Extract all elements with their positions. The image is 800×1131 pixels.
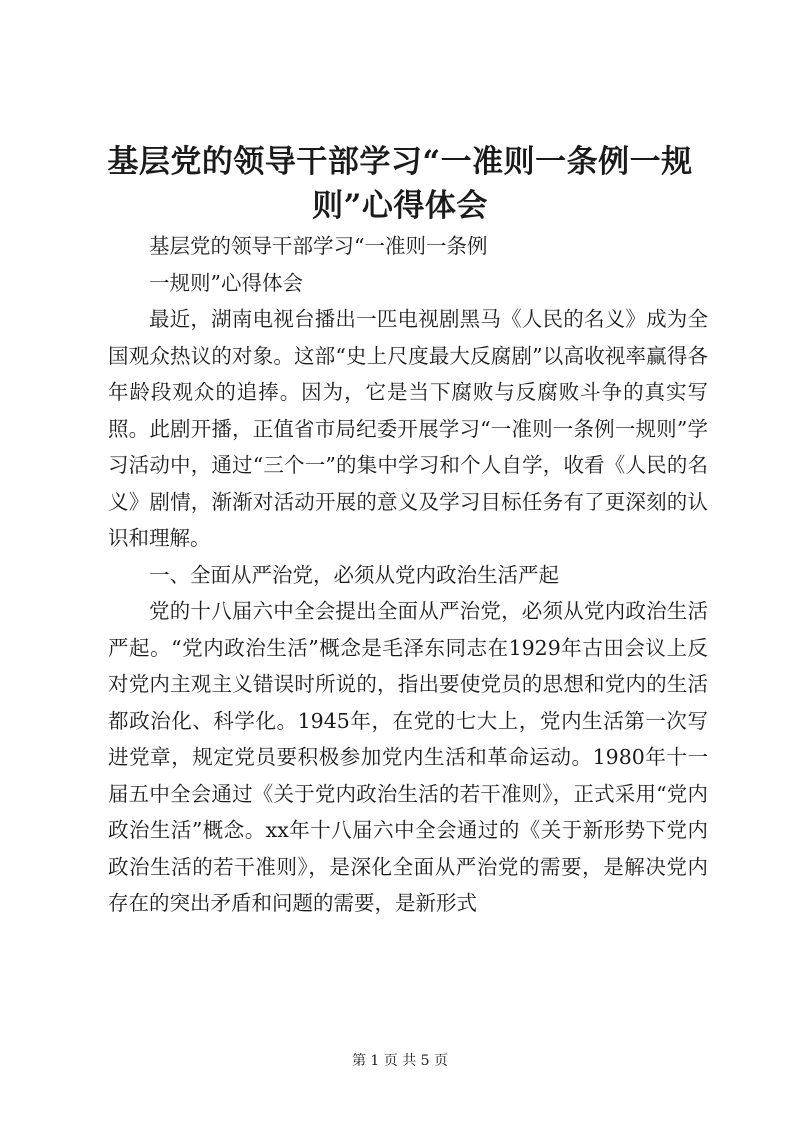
title-line-1: 基层党的领导干部学习“一准则一条例一规 [107, 144, 693, 180]
paragraph-intro: 最近，湖南电视台播出一匹电视剧黑马《人民的名义》成为全国观众热议的对象。这部“史上尺度最大反腐剧”以高收视率赢得各年龄段观众的追捧。因为，它是当下腐败与反腐败斗争的真实写照。此剧开播，正值省市局纪委开展学习“一准则一条例一规则”学习活动中，通过“三个一”的集中学习和个人自学，收看《人民的名义》剧情，渐渐对活动开展的意义及学习目标任务有了更深刻的认识和理解。 [108, 307, 708, 550]
document-body [108, 228, 708, 922]
subtitle-line-2: 一规则”心得体会 [149, 270, 303, 295]
paragraph-section-1: 党的十八届六中全会提出全面从严治党，必须从党内政治生活严起。“党内政治生活”概念是毛泽东同志在1929年古田会议上反对党内主观主义错误时所说的，指出要使党员的思想和党内的生活都政治化、科学化。1945年，在党的七大上，党内生活第一次写进党章，规定党员要积极参加党内生活和革命运动。1980年十一届五中全会通过《关于党内政治生活的若干准则》，正式采用“党内政治生活”概念。xx年十八届六中全会通过的《关于新形势下党内政治生活的若干准则》，是深化全面从严治党的需要，是解决党内存在的突出矛盾和问题的需要，是新形式 [108, 599, 708, 915]
document-title [100, 140, 700, 228]
subtitle-line-1: 基层党的领导干部学习“一准则一条例 [149, 234, 488, 258]
title-line-2: 则”心得体会 [312, 188, 488, 224]
page-footer: 第 1 页 共 5 页 [351, 1053, 449, 1069]
section-heading-1: 一、全面从严治党，必须从党内政治生活严起 [149, 562, 559, 587]
